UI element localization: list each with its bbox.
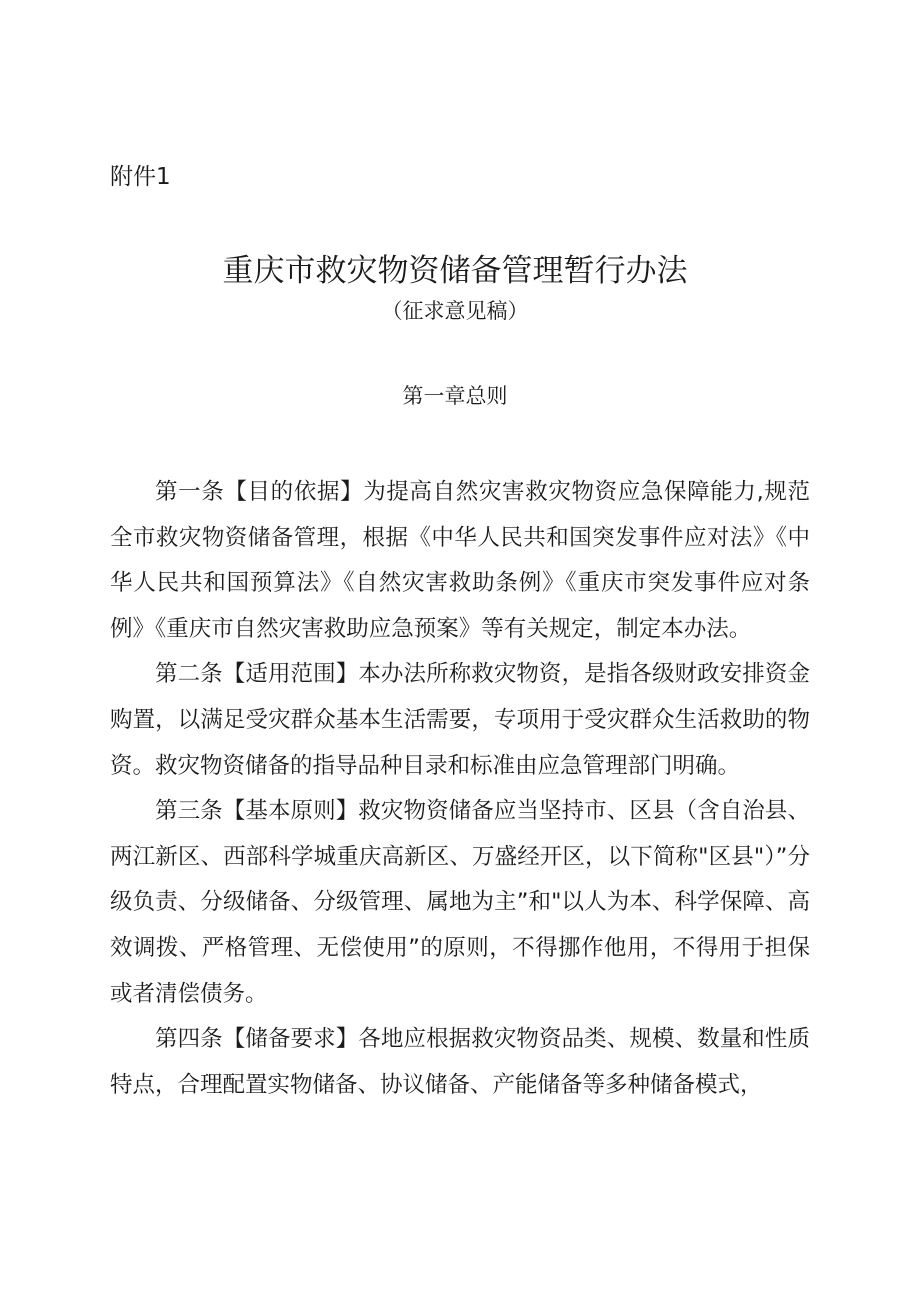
attachment-label: 附件1 — [110, 164, 171, 190]
article-2: 第二条【适用范围】本办法所称救灾物资，是指各级财政安排资金购置，以满足受灾群众基本生活需要，专项用于受灾群众生活救助的物资。救灾物资储备的指导品种目录和标准由应急管理部门明确。 — [110, 661, 810, 779]
document-body — [110, 470, 810, 1108]
article-1: 第一条【目的依据】为提高自然灾害救灾物资应急保障能力,规范全市救灾物资储备管理，根据《中华人民共和国突发事件应对法》《中华人民共和国预算法》《自然灾害救助条例》《重庆市突发事件应对条例》《重庆市自然灾害救助应急预案》等有关规定，制定本办法。 — [110, 479, 810, 642]
article-4: 第四条【储备要求】各地应根据救灾物资品类、规模、数量和性质特点，合理配置实物储备、协议储备、产能储备等多种储备模式， — [110, 1026, 810, 1098]
article-3: 第三条【基本原则】救灾物资储备应当坚持市、区县（含自治县、两江新区、西部科学城重庆高新区、万盛经开区，以下简称"区县"）”分级负责、分级储备、分级管理、属地为主”和"以人为本、科学保障、高效调拨、严格管理、无偿使用”的原则，不得挪作他用，不得用于担保或者清偿债务。 — [110, 798, 810, 1007]
chapter-heading: 第一章总则 — [402, 384, 508, 408]
document-subtitle: （征求意见稿） — [381, 299, 529, 323]
document-title: 重庆市救灾物资储备管理暂行办法 — [222, 253, 688, 289]
